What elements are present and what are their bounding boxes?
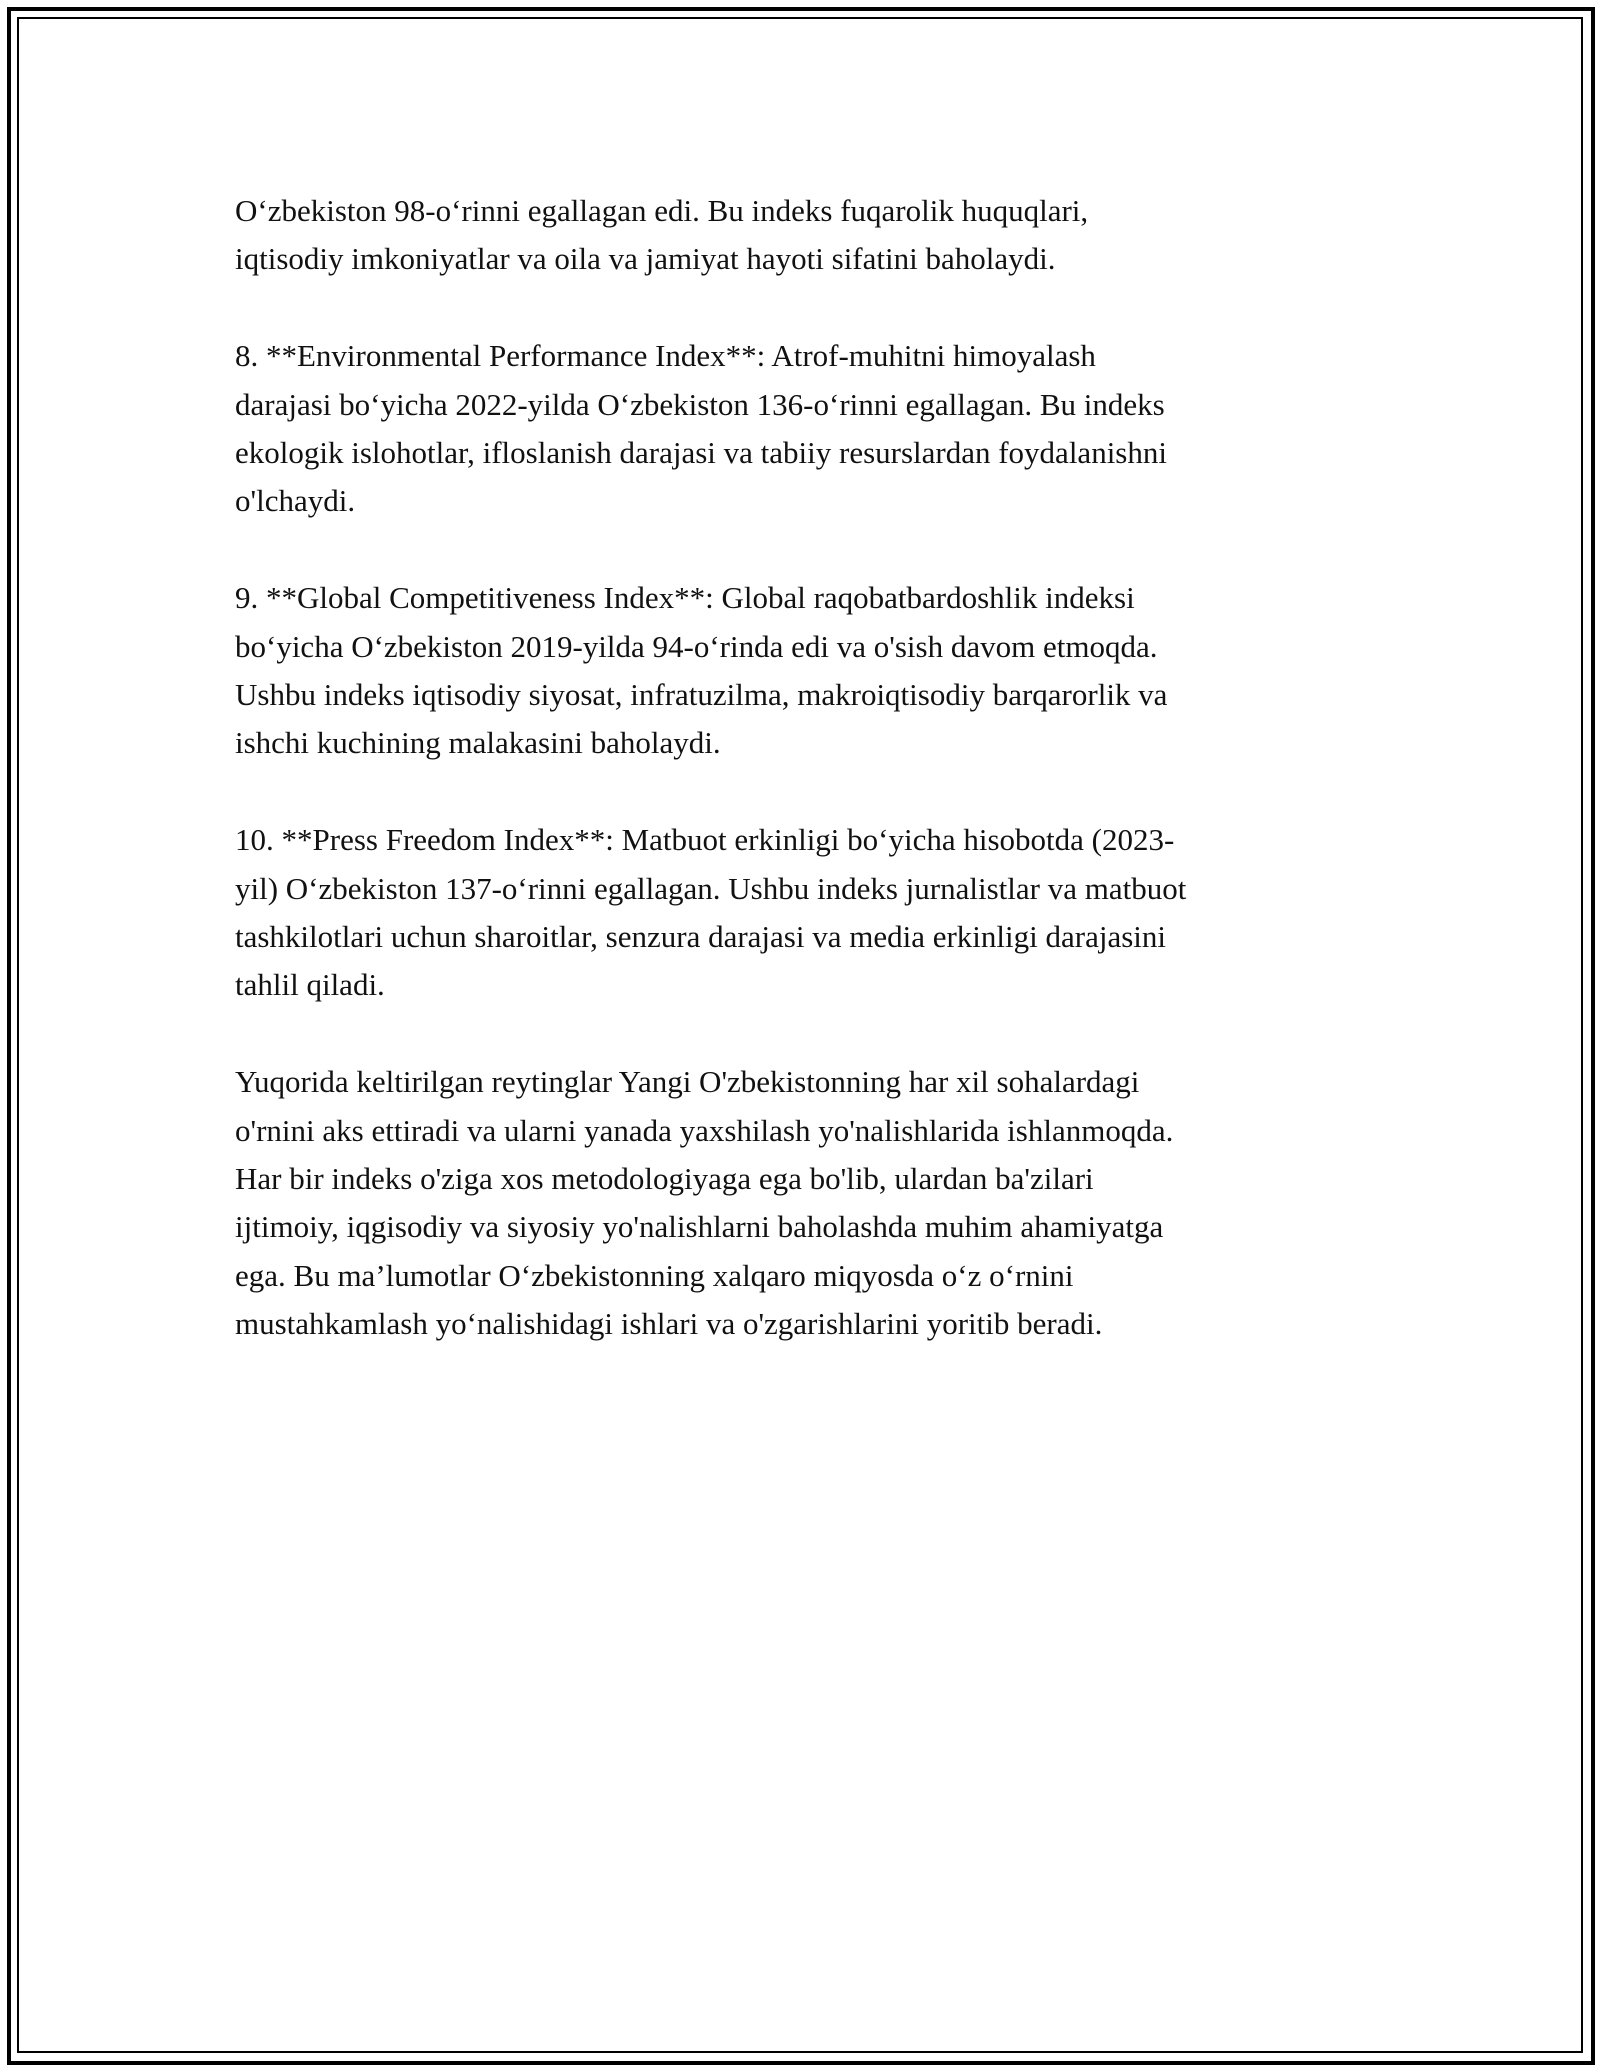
text-line: Ushbu indeks iqtisodiy siyosat, infratuzilma, makroiqtisodiy barqarorlik va	[235, 677, 1168, 713]
text-line: 10. **Press Freedom Index**: Matbuot erkinligi bo‘yicha hisobotda (2023-	[235, 822, 1175, 858]
text-line: o'rnini aks ettiradi va ularni yanada yaxshilash yo'nalishlarida ishlanmoqda.	[235, 1112, 1174, 1148]
text-line: ekologik islohotlar, ifloslanish darajasi va tabiiy resurslardan foydalanishni	[235, 435, 1167, 471]
text-line: iqtisodiy imkoniyatlar va oila va jamiyat hayoti sifatini baholaydi.	[235, 241, 1056, 277]
text-line: tahlil qiladi.	[235, 967, 385, 1003]
text-line: Har bir indeks o'ziga xos metodologiyaga ega bo'lib, ulardan ba'zilari	[235, 1161, 1094, 1197]
text-line: ijtimoiy, iqgisodiy va siyosiy yo'nalishlarni baholashda muhim ahamiyatga	[235, 1209, 1164, 1245]
document-body	[235, 187, 1380, 1397]
paragraph-environmental-performance-index	[235, 332, 1380, 526]
text-line: mustahkamlash yo‘nalishidagi ishlari va o'zgarishlarini yoritib beradi.	[235, 1306, 1103, 1342]
paragraph-press-freedom-index	[235, 816, 1380, 1010]
text-line: 8. **Environmental Performance Index**: Atrof-muhitni himoyalash	[235, 338, 1096, 374]
paragraph-conclusion	[235, 1058, 1380, 1348]
paragraph-continuation	[235, 187, 1380, 284]
text-line: ega. Bu ma’lumotlar O‘zbekistonning xalqaro miqyosda o‘z o‘rnini	[235, 1257, 1074, 1293]
text-line: Yuqorida keltirilgan reytinglar Yangi O'zbekistonning har xil sohalardagi	[235, 1064, 1140, 1100]
text-line: 9. **Global Competitiveness Index**: Global raqobatbardoshlik indeksi	[235, 580, 1135, 616]
text-line: O‘zbekiston 98-o‘rinni egallagan edi. Bu indeks fuqarolik huquqlari,	[235, 193, 1089, 228]
text-line: yil) O‘zbekiston 137-o‘rinni egallagan. Ushbu indeks jurnalistlar va matbuot	[235, 870, 1187, 906]
text-line: tashkilotlari uchun sharoitlar, senzura darajasi va media erkinligi darajasini	[235, 919, 1167, 955]
text-line: o'lchaydi.	[235, 483, 356, 519]
paragraph-global-competitiveness-index	[235, 574, 1380, 768]
text-line: bo‘yicha O‘zbekiston 2019-yilda 94-o‘rinda edi va o'sish davom etmoqda.	[235, 628, 1158, 664]
text-line: ishchi kuchining malakasini baholaydi.	[235, 725, 721, 761]
text-line: darajasi bo‘yicha 2022-yilda O‘zbekiston 136-o‘rinni egallagan. Bu indeks	[235, 386, 1165, 422]
